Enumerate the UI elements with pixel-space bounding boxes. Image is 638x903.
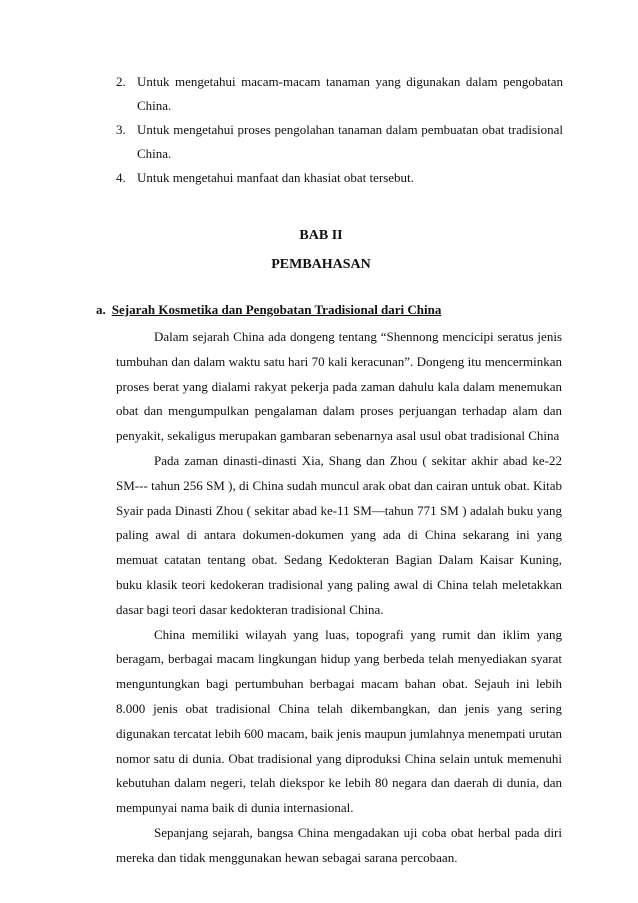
list-item-text: Untuk mengetahui macam-macam tanaman yang digunakan dalam pengobatan China. [137,74,563,113]
section-letter: a. [96,302,106,317]
section-title: Sejarah Kosmetika dan Pengobatan Tradisional dari China [111,302,442,317]
list-item-number: 4. [116,170,126,185]
paragraph: Sepanjang sejarah, bangsa China mengadakan uji coba obat herbal pada diri mereka dan tidak menggunakan hewan sebagai sarana percobaan. [116,824,562,865]
paragraph: Dalam sejarah China ada dongeng tentang “Shennong mencicipi seratus jenis tumbuhan dan dalam waktu satu hari 70 kali keracunan”. Dongeng itu mencerminkan proses berat yang dialami rakyat pekerja pada zaman dahulu kala dalam menemukan obat dan mengumpulkan pengalaman dalam proses perjuangan terhadap alam dan penyakit, sekaligus merupakan gambaran sebenarnya asal usul obat tradisional China [116,329,562,444]
section-heading [96,302,441,318]
list-item-number: 2. [116,74,126,89]
section-body [116,325,562,871]
chapter-number: BAB II [299,228,343,243]
list-item-text: Untuk mengetahui manfaat dan khasiat obat tersebut. [137,170,414,185]
list-item-text: Untuk mengetahui proses pengolahan tanaman dalam pembuatan obat tradisional China. [137,122,563,161]
chapter-title: PEMBAHASAN [271,257,371,272]
list-item [116,118,563,166]
list-item-number: 3. [116,122,126,137]
list-item [116,166,563,190]
paragraph: Pada zaman dinasti-dinasti Xia, Shang dan Zhou ( sekitar akhir abad ke-22 SM--- tahun 256 SM ), di China sudah muncul arak obat dan cairan untuk obat. Kitab Syair pada Dinasti Zhou ( sekitar abad ke-11 SM—tahun 771 SM ) adalah buku yang paling awal di antara dokumen-dokumen yang ada di China sekarang ini yang memuat catatan tentang obat. Sedang Kedokteran Bagian Dalam Kaisar Kuning, buku klasik teori kedokeran tradisional yang paling awal di China telah meletakkan dasar bagi teori dasar kedokteran tradisional China. [116,452,562,617]
paragraph: China memiliki wilayah yang luas, topografi yang rumit dan iklim yang beragam, berbagai macam lingkungan hidup yang berbeda telah menyediakan syarat menguntungkan bagi pertumbuhan berbagai macam bahan obat. Sejauh ini lebih 8.000 jenis obat tradisional China telah dikembangkan, dan jenis yang sering digunakan tercatat lebih 600 macam, baik jenis maupun jumlahnya menempati urutan nomor satu di dunia. Obat tradisional yang diproduksi China selain untuk memenuhi kebutuhan dalam negeri, telah diekspor ke lebih 80 negara dan daerah di dunia, dan mempunyai nama baik di dunia internasional. [116,626,562,816]
objectives-list [116,70,563,190]
list-item [116,70,563,118]
